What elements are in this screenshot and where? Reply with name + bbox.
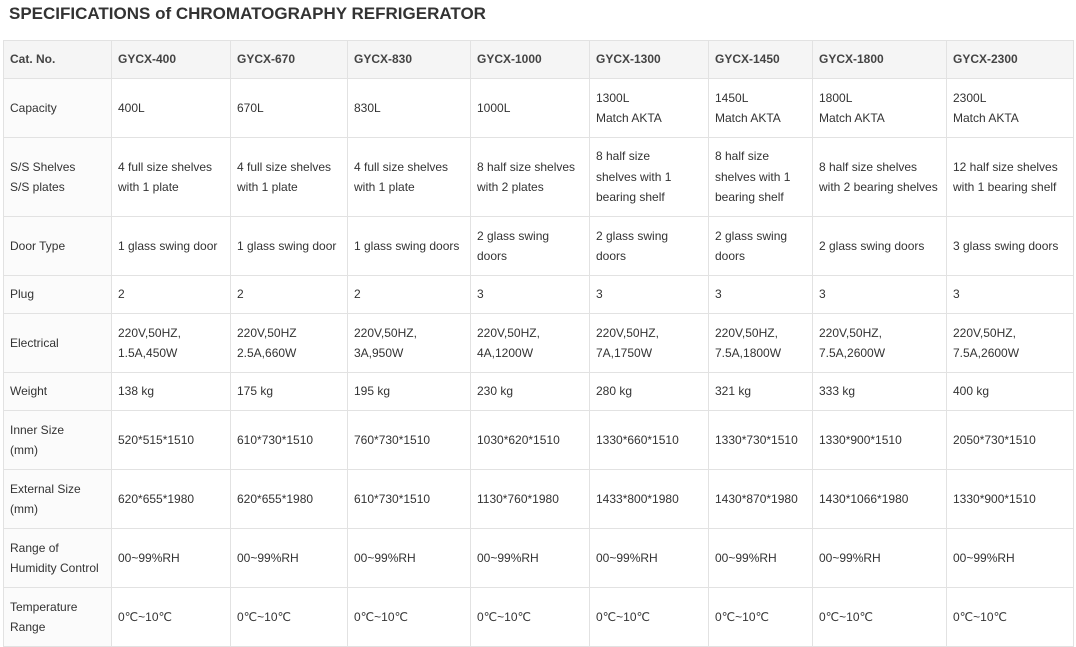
table-cell: 4 full size shelves with 1 plate bbox=[112, 138, 231, 217]
row-label: Inner Size (mm) bbox=[4, 411, 112, 470]
column-header: GYCX-1800 bbox=[813, 41, 947, 79]
table-row bbox=[4, 217, 1074, 276]
table-cell: 620*655*1980 bbox=[231, 470, 348, 529]
column-header: Cat. No. bbox=[4, 41, 112, 79]
table-cell: 0℃~10℃ bbox=[813, 588, 947, 647]
table-cell: 1433*800*1980 bbox=[590, 470, 709, 529]
table-row bbox=[4, 373, 1074, 411]
table-cell: 2 bbox=[112, 276, 231, 314]
table-cell: 3 bbox=[947, 276, 1074, 314]
table-cell: 00~99%RH bbox=[112, 529, 231, 588]
table-cell: 3 glass swing doors bbox=[947, 217, 1074, 276]
column-header: GYCX-830 bbox=[348, 41, 471, 79]
table-cell: 3 bbox=[709, 276, 813, 314]
column-header: GYCX-400 bbox=[112, 41, 231, 79]
table-cell: 1330*900*1510 bbox=[813, 411, 947, 470]
table-cell: 220V,50HZ, 7A,1750W bbox=[590, 314, 709, 373]
table-cell: 220V,50HZ, 7.5A,1800W bbox=[709, 314, 813, 373]
table-cell: 333 kg bbox=[813, 373, 947, 411]
table-cell: 1300L Match AKTA bbox=[590, 79, 709, 138]
table-row bbox=[4, 470, 1074, 529]
table-cell: 12 half size shelves with 1 bearing shelf bbox=[947, 138, 1074, 217]
column-header: GYCX-670 bbox=[231, 41, 348, 79]
table-cell: 280 kg bbox=[590, 373, 709, 411]
table-cell: 0℃~10℃ bbox=[231, 588, 348, 647]
table-cell: 830L bbox=[348, 79, 471, 138]
table-cell: 1430*870*1980 bbox=[709, 470, 813, 529]
column-header: GYCX-2300 bbox=[947, 41, 1074, 79]
table-cell: 3 bbox=[590, 276, 709, 314]
table-cell: 1030*620*1510 bbox=[471, 411, 590, 470]
table-cell: 3 bbox=[471, 276, 590, 314]
table-cell: 1 glass swing doors bbox=[348, 217, 471, 276]
table-cell: 8 half size shelves with 1 bearing shelf bbox=[590, 138, 709, 217]
table-cell: 00~99%RH bbox=[348, 529, 471, 588]
page-title: SPECIFICATIONS of CHROMATOGRAPHY REFRIGERATOR bbox=[9, 4, 486, 23]
table-cell: 4 full size shelves with 1 plate bbox=[231, 138, 348, 217]
table-cell: 195 kg bbox=[348, 373, 471, 411]
table-cell: 00~99%RH bbox=[471, 529, 590, 588]
table-cell: 1000L bbox=[471, 79, 590, 138]
table-cell: 8 half size shelves with 1 bearing shelf bbox=[709, 138, 813, 217]
row-label: Plug bbox=[4, 276, 112, 314]
row-label: Electrical bbox=[4, 314, 112, 373]
table-cell: 400 kg bbox=[947, 373, 1074, 411]
table-cell: 0℃~10℃ bbox=[947, 588, 1074, 647]
row-label: S/S Shelves S/S plates bbox=[4, 138, 112, 217]
table-cell: 2050*730*1510 bbox=[947, 411, 1074, 470]
column-header: GYCX-1000 bbox=[471, 41, 590, 79]
table-cell: 220V,50HZ, 7.5A,2600W bbox=[947, 314, 1074, 373]
table-cell: 4 full size shelves with 1 plate bbox=[348, 138, 471, 217]
table-cell: 0℃~10℃ bbox=[590, 588, 709, 647]
table-cell: 2 bbox=[231, 276, 348, 314]
table-cell: 620*655*1980 bbox=[112, 470, 231, 529]
row-label: Weight bbox=[4, 373, 112, 411]
table-cell: 3 bbox=[813, 276, 947, 314]
table-cell: 2 glass swing doors bbox=[471, 217, 590, 276]
table-cell: 1330*730*1510 bbox=[709, 411, 813, 470]
table-cell: 0℃~10℃ bbox=[709, 588, 813, 647]
table-cell: 220V,50HZ, 3A,950W bbox=[348, 314, 471, 373]
table-cell: 230 kg bbox=[471, 373, 590, 411]
table-cell: 175 kg bbox=[231, 373, 348, 411]
table-cell: 00~99%RH bbox=[590, 529, 709, 588]
table-cell: 00~99%RH bbox=[709, 529, 813, 588]
table-cell: 00~99%RH bbox=[231, 529, 348, 588]
table-cell: 2 bbox=[348, 276, 471, 314]
row-label: Capacity bbox=[4, 79, 112, 138]
table-cell: 220V,50HZ, 1.5A,450W bbox=[112, 314, 231, 373]
table-cell: 610*730*1510 bbox=[231, 411, 348, 470]
table-cell: 1130*760*1980 bbox=[471, 470, 590, 529]
table-row bbox=[4, 588, 1074, 647]
table-cell: 0℃~10℃ bbox=[112, 588, 231, 647]
table-cell: 8 half size shelves with 2 bearing shelves bbox=[813, 138, 947, 217]
column-header: GYCX-1450 bbox=[709, 41, 813, 79]
table-cell: 138 kg bbox=[112, 373, 231, 411]
table-cell: 2300L Match AKTA bbox=[947, 79, 1074, 138]
table-cell: 400L bbox=[112, 79, 231, 138]
table-row bbox=[4, 276, 1074, 314]
table-cell: 1450L Match AKTA bbox=[709, 79, 813, 138]
row-label: Range of Humidity Control bbox=[4, 529, 112, 588]
row-label: Temperature Range bbox=[4, 588, 112, 647]
table-cell: 1430*1066*1980 bbox=[813, 470, 947, 529]
table-cell: 0℃~10℃ bbox=[471, 588, 590, 647]
table-cell: 1800L Match AKTA bbox=[813, 79, 947, 138]
table-cell: 00~99%RH bbox=[947, 529, 1074, 588]
table-cell: 2 glass swing doors bbox=[813, 217, 947, 276]
table-cell: 321 kg bbox=[709, 373, 813, 411]
column-header: GYCX-1300 bbox=[590, 41, 709, 79]
table-row bbox=[4, 529, 1074, 588]
table-cell: 220V,50HZ, 4A,1200W bbox=[471, 314, 590, 373]
table-cell: 520*515*1510 bbox=[112, 411, 231, 470]
table-cell: 670L bbox=[231, 79, 348, 138]
table-cell: 0℃~10℃ bbox=[348, 588, 471, 647]
table-row bbox=[4, 138, 1074, 217]
table-cell: 220V,50HZ 2.5A,660W bbox=[231, 314, 348, 373]
table-cell: 1 glass swing door bbox=[231, 217, 348, 276]
table-row bbox=[4, 79, 1074, 138]
row-label: External Size (mm) bbox=[4, 470, 112, 529]
table-cell: 2 glass swing doors bbox=[709, 217, 813, 276]
header-row bbox=[4, 41, 1074, 79]
table-cell: 610*730*1510 bbox=[348, 470, 471, 529]
table-cell: 220V,50HZ, 7.5A,2600W bbox=[813, 314, 947, 373]
table-cell: 1330*660*1510 bbox=[590, 411, 709, 470]
table-cell: 1 glass swing door bbox=[112, 217, 231, 276]
row-label: Door Type bbox=[4, 217, 112, 276]
table-cell: 1330*900*1510 bbox=[947, 470, 1074, 529]
table-row bbox=[4, 314, 1074, 373]
specifications-table bbox=[3, 40, 1074, 647]
table-cell: 8 half size shelves with 2 plates bbox=[471, 138, 590, 217]
table-row bbox=[4, 411, 1074, 470]
table-cell: 760*730*1510 bbox=[348, 411, 471, 470]
table-cell: 2 glass swing doors bbox=[590, 217, 709, 276]
table-cell: 00~99%RH bbox=[813, 529, 947, 588]
